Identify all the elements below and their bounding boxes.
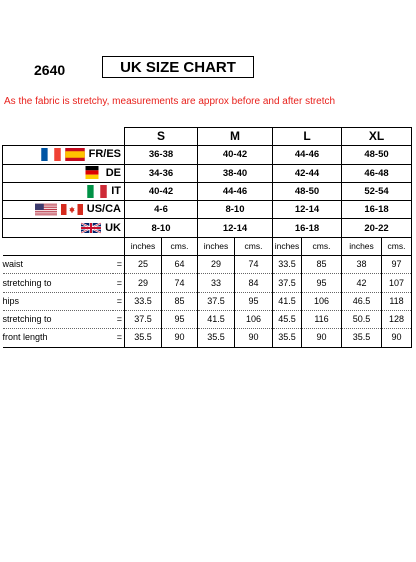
measurement-cell: 64	[162, 256, 198, 274]
equals-sign: =	[113, 274, 125, 292]
measurement-cell: 85	[302, 256, 342, 274]
product-code: 2640	[34, 62, 66, 78]
size-cell: 34-36	[125, 164, 198, 182]
measurement-cell: 41.5	[198, 310, 235, 328]
measurements-body	[3, 256, 412, 347]
measurement-cell: 45.5	[273, 310, 302, 328]
measurement-cell: 128	[382, 310, 412, 328]
region-label: FR/ES	[88, 148, 121, 161]
size-s-header: S	[125, 128, 198, 146]
size-cell: 40-42	[198, 146, 273, 164]
region-row-de	[3, 164, 412, 182]
measurement-cell: 90	[302, 329, 342, 347]
size-cell: 52-54	[342, 182, 412, 200]
region-label: US/CA	[86, 203, 121, 216]
measurement-cell: 118	[382, 292, 412, 310]
measurement-cell: 33.5	[125, 292, 162, 310]
measurement-cell: 90	[235, 329, 273, 347]
measurement-cell: 116	[302, 310, 342, 328]
measurement-cell: 33	[198, 274, 235, 292]
size-cell: 46-48	[342, 164, 412, 182]
unit-cms: cms.	[382, 237, 412, 255]
measurement-row	[3, 329, 412, 347]
measurement-cell: 42	[342, 274, 382, 292]
stretch-note: As the fabric is stretchy, measurements are approx before and after stretch	[4, 96, 336, 107]
measurement-cell: 41.5	[273, 292, 302, 310]
size-l-header: L	[273, 128, 342, 146]
size-cell: 16-18	[273, 219, 342, 237]
unit-inches: inches	[342, 237, 382, 255]
measurement-cell: 90	[162, 329, 198, 347]
size-cell: 16-18	[342, 201, 412, 219]
flag-uk-icon	[81, 222, 101, 234]
size-cell: 44-46	[198, 182, 273, 200]
region-row-fr-es	[3, 146, 412, 164]
measurement-cell: 38	[342, 256, 382, 274]
size-cell: 48-50	[273, 182, 342, 200]
equals-sign: =	[113, 329, 125, 347]
equals-sign: =	[113, 310, 125, 328]
unit-inches: inches	[198, 237, 235, 255]
measurement-cell: 90	[382, 329, 412, 347]
size-cell: 38-40	[198, 164, 273, 182]
size-xl-header: XL	[342, 128, 412, 146]
flag-spain-icon	[65, 148, 85, 161]
measurement-cell: 106	[302, 292, 342, 310]
size-header-row	[3, 128, 412, 146]
measurement-cell: 84	[235, 274, 273, 292]
unit-inches: inches	[125, 237, 162, 255]
unit-cms: cms.	[162, 237, 198, 255]
measurement-cell: 35.5	[125, 329, 162, 347]
region-row-uk	[3, 219, 412, 237]
measurement-cell: 50.5	[342, 310, 382, 328]
measurement-cell: 35.5	[342, 329, 382, 347]
measurement-cell: 95	[235, 292, 273, 310]
measurement-cell: 25	[125, 256, 162, 274]
measurement-cell: 95	[162, 310, 198, 328]
measurement-cell: 35.5	[198, 329, 235, 347]
size-cell: 36-38	[125, 146, 198, 164]
equals-sign: =	[113, 256, 125, 274]
measurement-cell: 33.5	[273, 256, 302, 274]
region-label: DE	[105, 166, 121, 179]
flag-canada-icon	[61, 203, 83, 216]
size-cell: 20-22	[342, 219, 412, 237]
measurement-cell: 46.5	[342, 292, 382, 310]
unit-inches: inches	[273, 237, 302, 255]
measurement-label: stretching to	[3, 274, 113, 292]
size-m-header: M	[198, 128, 273, 146]
flag-france-icon	[41, 148, 61, 161]
measurement-label: waist	[3, 256, 113, 274]
measurement-row	[3, 310, 412, 328]
equals-sign: =	[113, 292, 125, 310]
region-row-it	[3, 182, 412, 200]
size-cell: 8-10	[125, 219, 198, 237]
flag-usa-icon	[35, 203, 57, 216]
region-label: UK	[105, 221, 121, 234]
chart-title: UK SIZE CHART	[102, 56, 254, 78]
size-cell: 12-14	[273, 201, 342, 219]
size-cell: 40-42	[125, 182, 198, 200]
size-cell: 48-50	[342, 146, 412, 164]
measurement-row	[3, 292, 412, 310]
measurement-cell: 107	[382, 274, 412, 292]
flag-germany-icon	[82, 166, 102, 179]
unit-cms: cms.	[302, 237, 342, 255]
measurement-cell: 95	[302, 274, 342, 292]
size-cell: 4-6	[125, 201, 198, 219]
measurement-cell: 97	[382, 256, 412, 274]
measurement-cell: 37.5	[125, 310, 162, 328]
region-row-us-ca	[3, 201, 412, 219]
measurement-cell: 29	[125, 274, 162, 292]
flag-italy-icon	[87, 185, 107, 198]
size-chart-table	[2, 127, 412, 348]
measurement-cell: 29	[198, 256, 235, 274]
measurement-cell: 37.5	[198, 292, 235, 310]
measurement-cell: 37.5	[273, 274, 302, 292]
measurement-row	[3, 274, 412, 292]
measurement-label: hips	[3, 292, 113, 310]
measurement-cell: 74	[235, 256, 273, 274]
measurement-label: stretching to	[3, 310, 113, 328]
unit-cms: cms.	[235, 237, 273, 255]
region-label: IT	[111, 185, 121, 198]
measurement-cell: 74	[162, 274, 198, 292]
measurement-cell: 106	[235, 310, 273, 328]
size-cell: 44-46	[273, 146, 342, 164]
measurement-label: front length	[3, 329, 113, 347]
size-cell: 42-44	[273, 164, 342, 182]
measurement-row	[3, 256, 412, 274]
measurement-cell: 35.5	[273, 329, 302, 347]
measurement-cell: 85	[162, 292, 198, 310]
size-cell: 8-10	[198, 201, 273, 219]
units-row	[3, 237, 412, 255]
size-cell: 12-14	[198, 219, 273, 237]
